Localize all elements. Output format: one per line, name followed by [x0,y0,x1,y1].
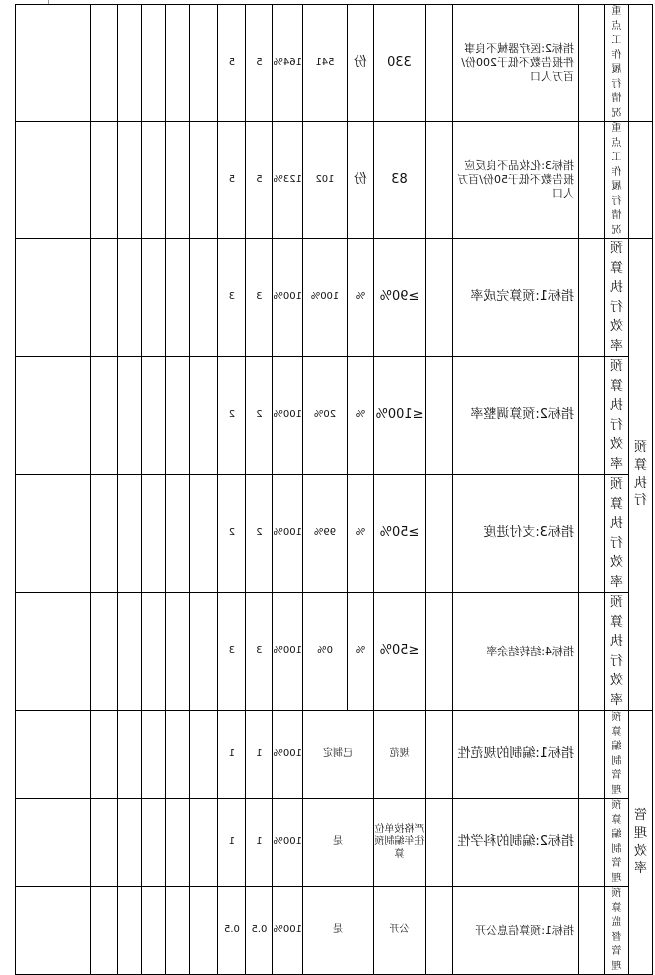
score-cell: 2 [218,357,246,475]
indicator-cell: 指标2:医疗器械不良事件报告数不低于200份/百万人口 [453,5,579,122]
table-row [16,711,653,799]
actual-cell: 102 [303,122,348,239]
cat2-cell: 预算监督管理 [605,887,629,975]
rate-cell: 100% [273,593,303,711]
score-cell: 3 [218,239,246,357]
indicator-cell: 指标4:结转结余率 [453,593,579,711]
standard-cell: 330 [374,5,426,122]
unit-cell: 份 [348,122,374,239]
indicator-cell: 指标1:预算信息公开 [453,887,579,975]
standard-cell: 严格按单位往年编制预算 [374,799,426,887]
actual-cell: 541 [303,5,348,122]
unit-cell: % [348,475,374,593]
table-row [16,799,653,887]
score-cell: 2 [218,475,246,593]
cat2-cell: 重点工作履行情况 [605,122,629,239]
table-row [16,357,653,475]
indicator-cell: 指标2:编制的科学性 [453,799,579,887]
evaluation-table [15,4,653,975]
unit-cell: % [348,357,374,475]
cat2-cell: 预算执行效率 [605,593,629,711]
weight-cell: 2 [246,357,273,475]
indicator-cell: 指标1:编制的规范性 [453,711,579,799]
standard-cell: 规范 [374,711,426,799]
score-cell: 3 [218,593,246,711]
rate-cell: 100% [273,711,303,799]
actual-cell: 已制定 [303,711,374,799]
cat2-cell: 预算编制管理 [605,799,629,887]
cat2-cell: 预算编制管理 [605,711,629,799]
cat2-cell: 预算执行效率 [605,239,629,357]
standard-cell: ≥90% [374,239,426,357]
rate-cell: 100% [273,887,303,975]
table-row [16,475,653,593]
rate-cell: 123% [273,122,303,239]
weight-cell: 1 [246,711,273,799]
standard-cell: ≥50% [374,475,426,593]
weight-cell: 3 [246,593,273,711]
score-cell: 1 [218,799,246,887]
indicator-cell: 指标3:化妆品不良反应报告数不低于50份/百万人口 [453,122,579,239]
weight-cell: 5 [246,5,273,122]
actual-cell: 是 [303,887,374,975]
rate-cell: 100% [273,239,303,357]
category-management-efficiency: 管理效率 [629,711,653,975]
weight-cell: 0.5 [246,887,273,975]
unit-cell: 份 [348,5,374,122]
cat2-cell: 预算执行效率 [605,357,629,475]
weight-cell: 3 [246,239,273,357]
table-row [16,5,653,122]
unit-cell: % [348,593,374,711]
indicator-cell: 指标2:预算调整率 [453,357,579,475]
rate-cell: 164% [273,5,303,122]
weight-cell: 5 [246,122,273,239]
table-row [16,593,653,711]
table-row [16,122,653,239]
rate-cell: 100% [273,357,303,475]
standard-cell: 公开 [374,887,426,975]
actual-cell: 0% [303,593,348,711]
unit-cell: % [348,239,374,357]
actual-cell: 是 [303,799,374,887]
standard-cell: 83 [374,122,426,239]
table-row [16,239,653,357]
table-row [16,887,653,975]
standard-cell: ≤50% [374,593,426,711]
category-budget-execution: 预算执行 [629,239,653,711]
cat2-cell: 预算执行效率 [605,475,629,593]
actual-cell: 100% [303,239,348,357]
score-cell: 1 [218,711,246,799]
score-cell: 0.5 [218,887,246,975]
indicator-cell: 指标1:预算完成率 [453,239,579,357]
actual-cell: 99% [303,475,348,593]
rate-cell: 100% [273,799,303,887]
weight-cell: 1 [246,799,273,887]
cat2-cell: 重点工作履行情况 [605,5,629,122]
weight-cell: 2 [246,475,273,593]
score-cell: 5 [218,122,246,239]
standard-cell: ≤100% [374,357,426,475]
rate-cell: 100% [273,475,303,593]
actual-cell: 20% [303,357,348,475]
indicator-cell: 指标3:支付进度 [453,475,579,593]
score-cell: 5 [218,5,246,122]
